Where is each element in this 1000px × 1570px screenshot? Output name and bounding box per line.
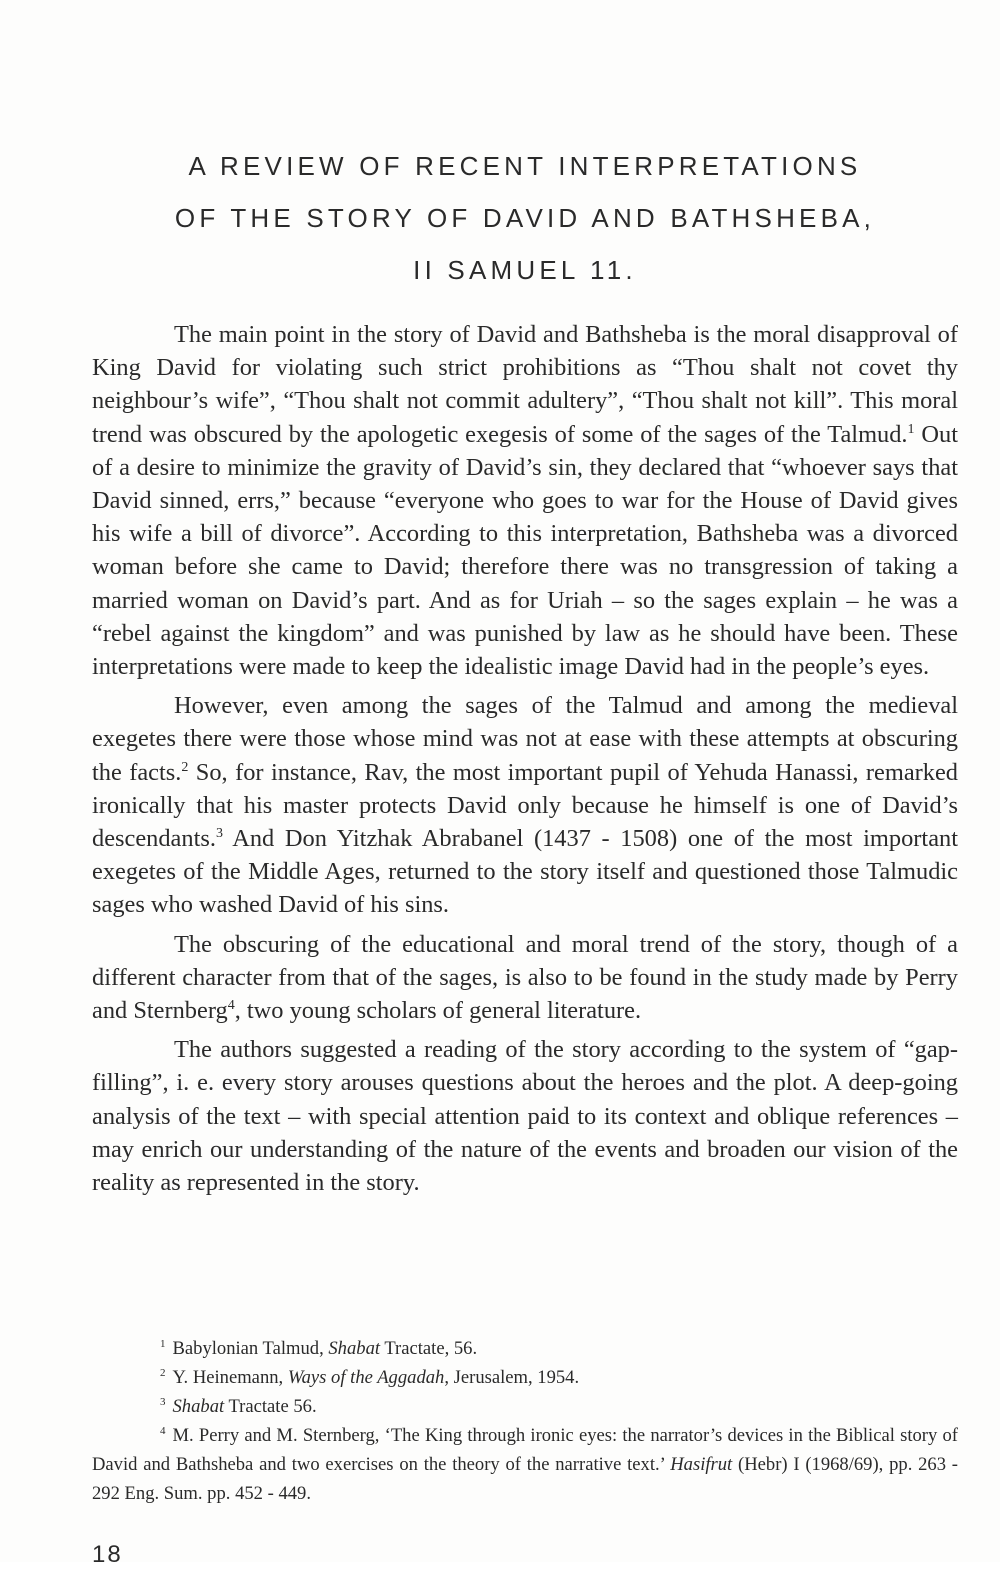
footnote-ref-3: 3 bbox=[215, 826, 223, 842]
paragraph-1-text-a: The main point in the story of David and Bathsheba is the moral disapproval of King David for violating such strict prohibitions as “Thou shalt not covet thy neighbour’s wife”, “Thou shalt not commit adultery”, “Thou shalt not kill”. This moral trend was obscured by the apologetic exegesis of some of the sages of the Talmud. bbox=[92, 321, 958, 448]
paragraph-3 bbox=[92, 928, 958, 1028]
footnote-number: 1 bbox=[160, 1338, 166, 1350]
footnote-number: 3 bbox=[160, 1396, 166, 1408]
paragraph-2-text-c: And Don Yitzhak Abrabanel (1437 - 1508) one of the most important exegetes of the Middle Ages, returned to the story itself and questioned those Talmudic sages who washed David of his sins. bbox=[92, 825, 958, 919]
footnote-1 bbox=[92, 1334, 958, 1363]
footnote-title: Hasifrut bbox=[670, 1454, 733, 1475]
footnote-ref-2: 2 bbox=[181, 759, 189, 775]
footnote-text: M. Perry and M. Sternberg, ‘The King through ironic eyes: the narrator’s devices in the Biblical story of David and Bathsheba and two exercises on the theory of the narrative text.’ bbox=[92, 1425, 958, 1475]
page-number: 18 bbox=[92, 1541, 123, 1568]
footnote-title: Shabat bbox=[328, 1338, 381, 1359]
footnote-4 bbox=[92, 1421, 958, 1508]
article-body bbox=[92, 318, 958, 1205]
footnote-ref-4: 4 bbox=[227, 998, 235, 1014]
footnote-number: 4 bbox=[160, 1425, 166, 1437]
article-title bbox=[90, 140, 960, 296]
title-line-3: II SAMUEL 11. bbox=[413, 255, 637, 285]
paragraph-2-text-b: So, for instance, Rav, the most important pupil of Yehuda Hanassi, remarked ironically that his master protects David only because he himself is one of David’s descendants. bbox=[92, 758, 958, 853]
footnote-2 bbox=[92, 1363, 958, 1392]
paragraph-2 bbox=[92, 689, 958, 921]
paragraph-2-text-a: However, even among the sages of the Talmud and among the medieval exegetes there were those whose mind was not at ease with these attempts at obscuring the facts. bbox=[92, 692, 958, 786]
footnote-text: Babylonian Talmud, bbox=[172, 1338, 329, 1359]
footnotes bbox=[92, 1334, 958, 1508]
footnote-number: 2 bbox=[160, 1367, 166, 1379]
footnote-text: (Hebr) I (1968/69), pp. 263 - 292 Eng. Sum. pp. 452 - 449. bbox=[92, 1454, 958, 1504]
footnote-ref-1: 1 bbox=[907, 421, 915, 437]
footnote-3 bbox=[92, 1392, 958, 1421]
footnote-title: Shabat bbox=[172, 1396, 225, 1417]
paragraph-3-text-b: , two young scholars of general literature. bbox=[234, 997, 642, 1025]
title-line-1: A REVIEW OF RECENT INTERPRETATIONS bbox=[188, 151, 862, 181]
footnote-text: , Jerusalem, 1954. bbox=[444, 1367, 580, 1388]
paragraph-3-text-a: The obscuring of the educational and moral trend of the story, though of a different character from that of the sages, is also to be found in the study made by Perry and Sternberg bbox=[92, 930, 958, 1025]
footnote-text: Tractate, 56. bbox=[380, 1338, 478, 1359]
footnote-text: Y. Heinemann, bbox=[172, 1367, 288, 1388]
footnote-text: Tractate 56. bbox=[224, 1396, 317, 1417]
title-line-2: OF THE STORY OF DAVID AND BATHSHEBA, bbox=[174, 203, 876, 233]
paragraph-4: The authors suggested a reading of the story according to the system of “gap-filling”, i. e. every story arouses questions about the heroes and the plot. A deep-going analysis of the text – with special attention paid to its context and oblique references – may enrich our understanding of the nature of the events and broaden our vision of the reality as represented in the story. bbox=[92, 1036, 958, 1197]
paragraph-1 bbox=[92, 318, 958, 683]
footnote-title: Ways of the Aggadah bbox=[287, 1367, 445, 1388]
paragraph-1-text-b: Out of a desire to minimize the gravity of David’s sin, they declared that “whoever says that David sinned, errs,” because “everyone who goes to war for the House of David gives his wife a bill of divorce”. According to this interpretation, Bathsheba was a divorced woman before she came to David; therefore there was no transgression of taking a married woman on David’s part. And as for Uriah – so the sages explain – he was a “rebel against the kingdom” and was punished by law as he should have been. These interpretations were made to keep the idealistic image David had in the people’s eyes. bbox=[92, 420, 958, 681]
